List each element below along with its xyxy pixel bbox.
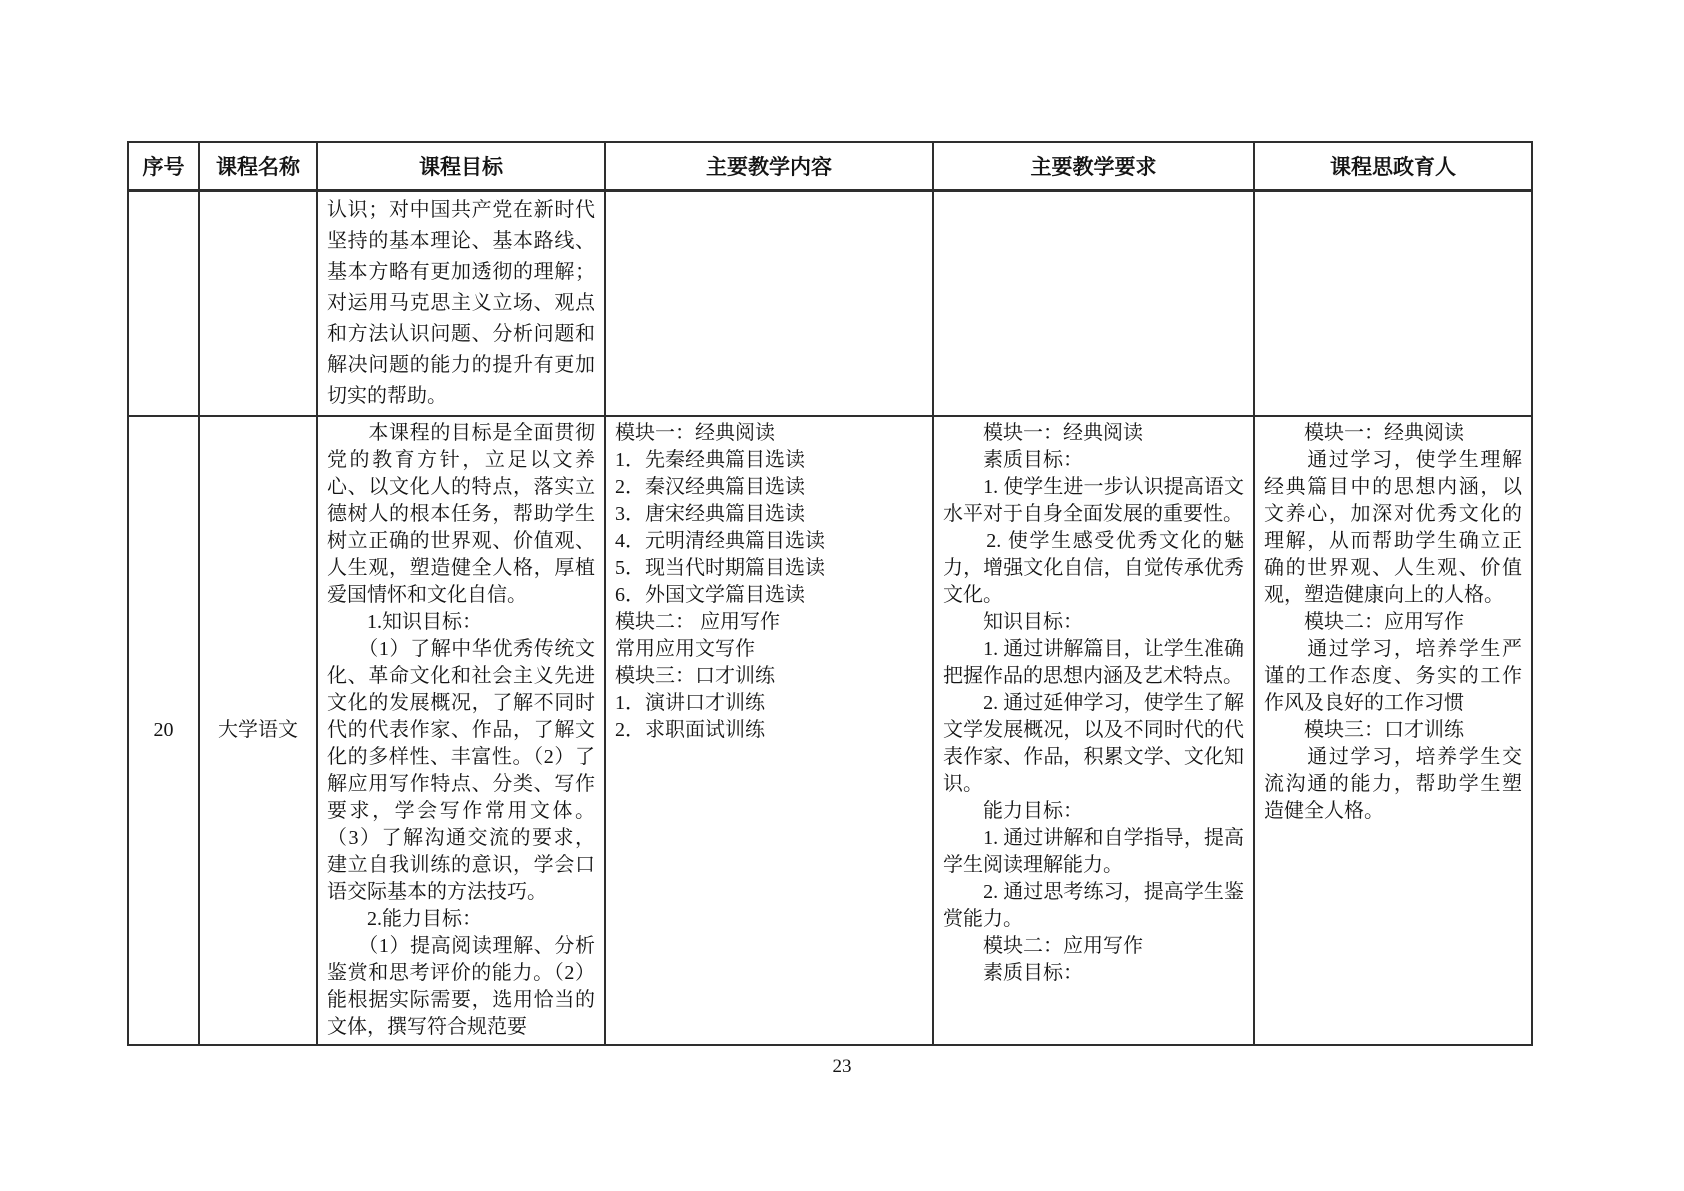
paragraph: 模块二：应用写作 bbox=[943, 935, 1143, 957]
paragraph: （1）提高阅读理解、分析鉴赏和思考评价的能力。（2）能根据实际需要，选用恰当的文体，撰写符合规范要 bbox=[327, 935, 595, 1038]
cell-teaching-content bbox=[605, 416, 933, 1045]
cell-teaching-requirements bbox=[933, 416, 1254, 1045]
paragraph: 通过学习，使学生理解经典篇目中的思想内涵，以文养心，加深对优秀文化的理解，从而帮助学生确立正确的世界观、人生观、价值观，塑造健康向上的人格。 bbox=[1264, 449, 1522, 606]
header-cell-objectives: 课程目标 bbox=[317, 142, 605, 191]
paragraph: 2．求职面试训练 bbox=[615, 719, 765, 741]
paragraph: 1．演讲口才训练 bbox=[615, 692, 765, 714]
paragraph: 1．先秦经典篇目选读 bbox=[615, 449, 805, 471]
paragraph: 2. 通过思考练习，提高学生鉴赏能力。 bbox=[943, 881, 1244, 930]
paragraph: 2.能力目标： bbox=[327, 908, 482, 930]
paragraph: 常用应用文写作 bbox=[615, 638, 755, 660]
paragraph: 模块一：经典阅读 bbox=[1264, 422, 1464, 444]
paragraph: 知识目标： bbox=[943, 611, 1083, 633]
paragraph: 2. 使学生感受优秀文化的魅力，增强文化自信，自觉传承优秀文化。 bbox=[943, 530, 1244, 606]
header-cell-seq: 序号 bbox=[128, 142, 199, 191]
cell-course-empty bbox=[199, 191, 317, 417]
cell-content-empty bbox=[605, 191, 933, 417]
paragraph: 4．元明清经典篇目选读 bbox=[615, 530, 825, 552]
cell-objectives bbox=[317, 416, 605, 1045]
header-cell-teaching-requirements: 主要教学要求 bbox=[933, 142, 1254, 191]
paragraph: 1. 通过讲解和自学指导，提高学生阅读理解能力。 bbox=[943, 827, 1244, 876]
paragraph: 5．现当代时期篇目选读 bbox=[615, 557, 825, 579]
paragraph: 通过学习，培养学生严谨的工作态度、务实的工作作风及良好的工作习惯 bbox=[1264, 638, 1522, 714]
paragraph: 模块一：经典阅读 bbox=[615, 422, 775, 444]
cell-course-name: 大学语文 bbox=[199, 416, 317, 1045]
cell-ideology-education bbox=[1254, 416, 1532, 1045]
paragraph: 模块三：口才训练 bbox=[1264, 719, 1464, 741]
paragraph: （1）了解中华优秀传统文化、革命文化和社会主义先进文化的发展概况，了解不同时代的代表作家、作品，了解文化的多样性、丰富性。（2）了解应用写作特点、分类、写作要求，学会写作常用文体。（3）了解沟通交流的要求，建立自我训练的意识，学会口语交际基本的方法技巧。 bbox=[327, 638, 595, 903]
paragraph: 模块一：经典阅读 bbox=[943, 422, 1143, 444]
header-cell-teaching-content: 主要教学内容 bbox=[605, 142, 933, 191]
header-cell-course-name: 课程名称 bbox=[199, 142, 317, 191]
paragraph: 2. 通过延伸学习，使学生了解文学发展概况，以及不同时代的代表作家、作品，积累文学、文化知识。 bbox=[943, 692, 1244, 795]
paragraph: 本课程的目标是全面贯彻党的教育方针，立足以文养心、以文化人的特点，落实立德树人的根本任务，帮助学生树立正确的世界观、价值观、人生观，塑造健全人格，厚植爱国情怀和文化自信。 bbox=[327, 422, 595, 606]
course-syllabus-table bbox=[127, 141, 1533, 1046]
paragraph: 模块二： 应用写作 bbox=[615, 611, 780, 633]
table-row-carryover bbox=[128, 191, 1532, 417]
paragraph: 素质目标： bbox=[943, 449, 1083, 471]
header-cell-ideology-education: 课程思政育人 bbox=[1254, 142, 1532, 191]
paragraph: 2．秦汉经典篇目选读 bbox=[615, 476, 805, 498]
paragraph: 1.知识目标： bbox=[327, 611, 482, 633]
paragraph: 通过学习，培养学生交流沟通的能力，帮助学生塑造健全人格。 bbox=[1264, 746, 1522, 822]
cell-ideology-empty bbox=[1254, 191, 1532, 417]
paragraph: 模块二：应用写作 bbox=[1264, 611, 1464, 633]
paragraph: 6．外国文学篇目选读 bbox=[615, 584, 805, 606]
paragraph: 3．唐宋经典篇目选读 bbox=[615, 503, 805, 525]
paragraph: 1. 通过讲解篇目，让学生准确把握作品的思想内涵及艺术特点。 bbox=[943, 638, 1244, 687]
table-header-row bbox=[128, 142, 1532, 191]
cell-requirements-empty bbox=[933, 191, 1254, 417]
paragraph: 模块三：口才训练 bbox=[615, 665, 775, 687]
paragraph: 素质目标： bbox=[943, 962, 1083, 984]
cell-seq-empty bbox=[128, 191, 199, 417]
cell-objectives-carryover bbox=[317, 191, 605, 417]
page-number: 23 bbox=[832, 1056, 852, 1077]
cell-seq-20: 20 bbox=[128, 416, 199, 1045]
table-row-course-20 bbox=[128, 416, 1532, 1045]
paragraph: 认识；对中国共产党在新时代坚持的基本理论、基本路线、基本方略有更加透彻的理解；对运用马克思主义立场、观点和方法认识问题、分析问题和解决问题的能力的提升有更加切实的帮助。 bbox=[327, 199, 595, 407]
paragraph: 1. 使学生进一步认识提高语文水平对于自身全面发展的重要性。 bbox=[943, 476, 1244, 525]
paragraph: 能力目标： bbox=[943, 800, 1083, 822]
